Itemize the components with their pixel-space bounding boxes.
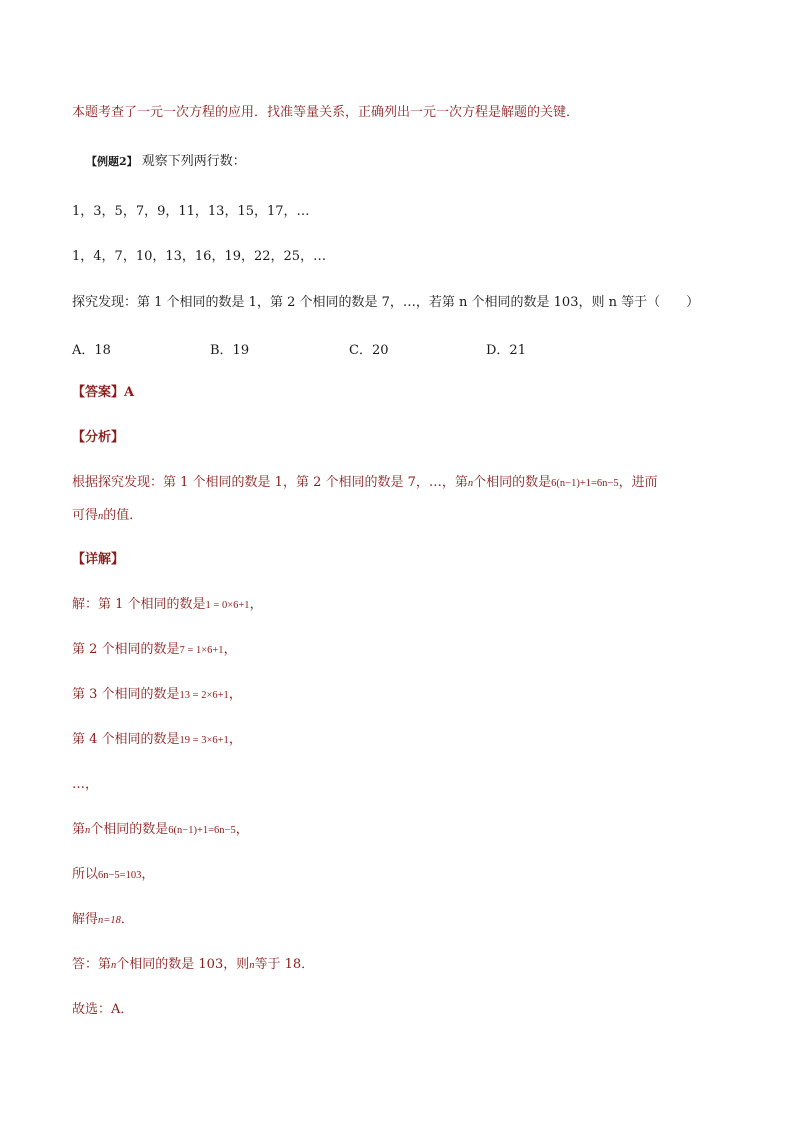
detail-label: 【详解】 [72,552,125,567]
detail-text: 第 [72,822,86,837]
detail-math: 7 = 1×6+1 [179,645,224,656]
detail-nth-line [72,821,249,840]
analysis-var-n: n [467,478,474,489]
detail-math: n=18 [98,915,121,926]
example-prompt: 观察下列两行数： [141,154,246,169]
analysis-line-2 [72,507,142,526]
detail-punct: ． [120,912,134,927]
detail-math: 6(n−1)+1=6n−5 [168,825,236,836]
detail-text: 所以 [72,867,99,882]
question-text: 探究发现：第 1 个相同的数是 1，第 2 个相同的数是 7，…，若第 n 个相同的数是 103，则 n 等于（ ） [72,295,700,310]
detail-math: 13 = 2×6+1 [179,690,229,701]
answer-label: 【答案】A [72,385,135,400]
analysis-var-n-2: n [98,511,104,522]
detail-var-n: n [85,825,91,836]
detail-text: 第 2 个相同的数是 [72,642,180,657]
detail-text: 等于 18． [254,957,315,972]
detail-math: 1 = 0×6+1 [205,600,250,611]
analysis-label: 【分析】 [72,430,125,445]
detail-punct: ， [141,867,155,882]
example-label: 【例题2】 [86,155,138,168]
detail-ellipsis: …， [72,777,99,792]
detail-var-n: n [111,960,117,971]
intro-text: 本题考查了一元一次方程的应用．找准等量关系，正确列出一元一次方程是解题的关键． [72,105,580,120]
detail-var-n: n [249,960,255,971]
option-d: D．21 [486,343,526,358]
detail-text: 解：第 1 个相同的数是 [72,597,206,612]
detail-punct: ， [228,732,242,747]
detail-text: 个相同的数是 [90,822,169,837]
analysis-formula: 6(n−1)+1=6n−5 [551,478,619,489]
detail-line-3 [72,686,242,705]
option-b: B．19 [210,343,250,358]
option-a: A．18 [72,343,111,358]
detail-text: 解得 [72,912,99,927]
detail-line-2 [72,641,237,660]
final-choice: 故选：A． [72,1002,134,1017]
detail-math: 19 = 3×6+1 [179,735,229,746]
number-row-1: 1，3，5，7，9，11，13，15，17，… [72,204,310,219]
detail-punct: ， [235,822,249,837]
detail-math: 6n−5=103 [98,870,142,881]
analysis-text-a: 根据探究发现：第 1 个相同的数是 1，第 2 个相同的数是 7，…，第 [72,475,468,490]
analysis-text-e: 的值． [103,508,143,523]
detail-line-4 [72,731,242,750]
analysis-line-1 [72,474,658,493]
detail-line-1 [72,596,263,615]
detail-text: 第 4 个相同的数是 [72,732,180,747]
example-heading [86,153,246,171]
detail-text: 个相同的数是 103，则 [116,957,250,972]
analysis-text-c: ，进而 [618,475,658,490]
detail-answer-line [72,956,314,975]
detail-punct: ， [223,642,237,657]
number-row-2: 1，4，7，10，13，16，19，22，25，… [72,249,327,264]
detail-text: 答：第 [72,957,112,972]
detail-text: 第 3 个相同的数是 [72,687,180,702]
analysis-text-b: 个相同的数是 [473,475,552,490]
detail-punct: ， [249,597,263,612]
detail-solve-line [72,911,134,930]
detail-punct: ， [228,687,242,702]
option-c: C．20 [349,343,389,358]
analysis-text-d: 可得 [72,508,99,523]
detail-so-line [72,866,154,885]
